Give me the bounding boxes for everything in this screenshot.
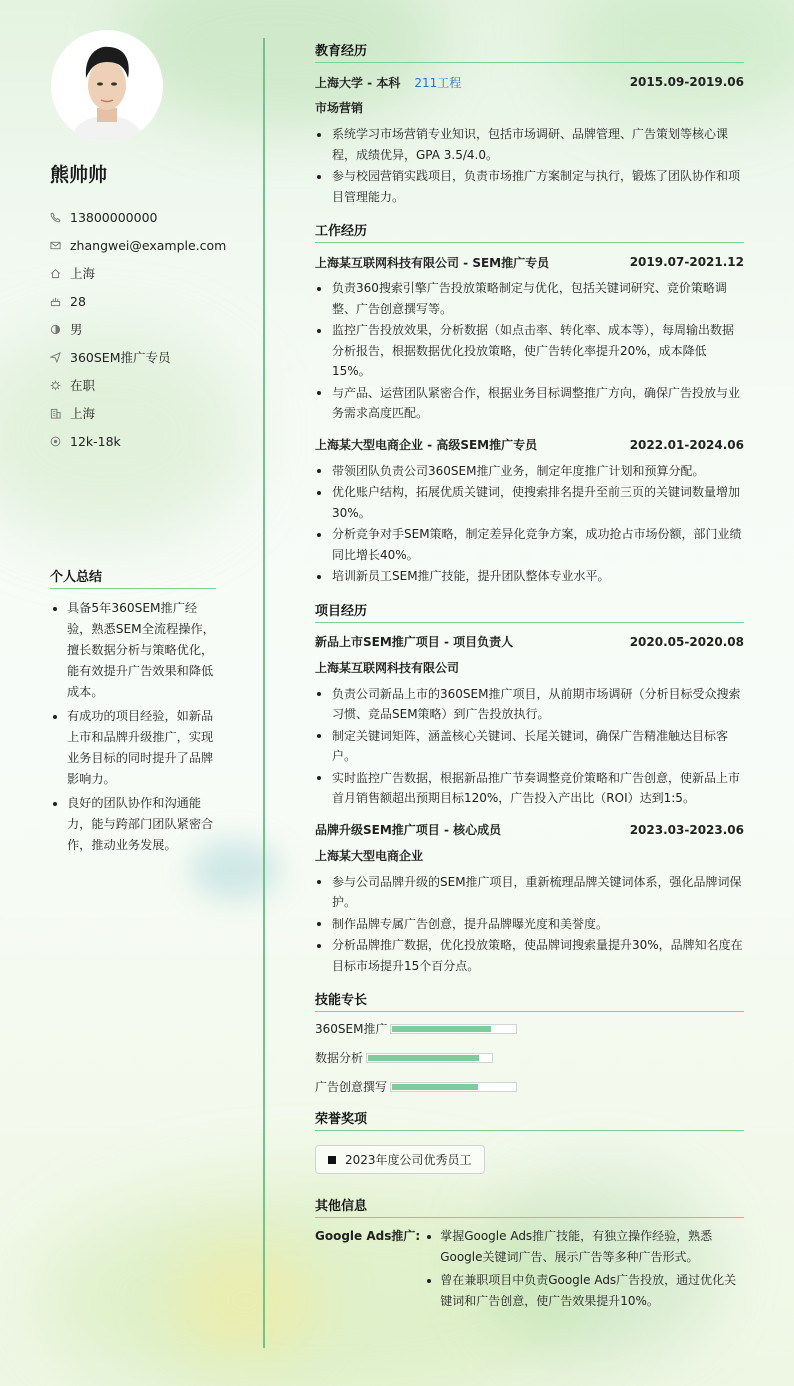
- section-title: 个人总结: [50, 566, 216, 589]
- skill-name: 数据分析: [315, 1051, 364, 1065]
- sidebar: [50, 30, 227, 455]
- other-section: [315, 1195, 744, 1314]
- list-item: 制作品牌专属广告创意，提升品牌曝光度和美誉度。: [315, 914, 744, 935]
- project-company: 上海某大型电商企业: [315, 848, 424, 863]
- date-range: 2015.09-2019.06: [629, 75, 744, 89]
- skills-section: [315, 989, 744, 1095]
- info-city: 上海: [50, 259, 218, 287]
- home-icon: [50, 268, 61, 279]
- section-title: 技能专长: [315, 989, 744, 1012]
- list-item: 监控广告投放效果，分析数据（如点击率、转化率、成本等），每周输出数据分析报告，根据数据优化投放策略，使广告转化率提升20%，成本降低15%。: [315, 320, 744, 382]
- section-title: 荣誉奖项: [315, 1108, 744, 1131]
- skill-bar: [390, 1024, 517, 1034]
- section-title: 其他信息: [315, 1195, 744, 1218]
- list-item: 有成功的项目经验，如新品上市和品牌升级推广，实现业务目标的同时提升了品牌影响力。: [50, 706, 216, 790]
- info-position: 360SEM推广专员: [50, 343, 218, 371]
- info-age: 28: [50, 287, 218, 315]
- phone-icon: [50, 212, 61, 223]
- list-item: 掌握Google Ads推广技能，有独立操作经验，熟悉Google关键词广告、展示广告等多种广告形式。: [423, 1226, 744, 1267]
- info-location: 上海: [50, 399, 218, 427]
- project-heading: 品牌升级SEM推广项目 - 核心成员: [315, 823, 502, 837]
- info-email: zhangwei@example.com: [50, 231, 218, 259]
- salary-icon: [50, 436, 61, 447]
- date-range: 2020.05-2020.08: [629, 634, 744, 649]
- section-title: 项目经历: [315, 600, 744, 623]
- list-item: 负责公司新品上市的360SEM推广项目，从前期市场调研（分析目标受众搜索习惯、竞品SEM策略）到广告投放执行。: [315, 684, 744, 725]
- section-title: 教育经历: [315, 40, 744, 63]
- building-icon: [50, 408, 61, 419]
- list-item: 培训新员工SEM推广技能，提升团队整体专业水平。: [315, 566, 744, 587]
- column-divider: [263, 38, 265, 1348]
- date-range: 2022.01-2024.06: [629, 437, 744, 452]
- skill-item: [315, 1020, 537, 1037]
- job-heading: 上海某大型电商企业 - 高级SEM推广专员: [315, 438, 538, 452]
- project-company: 上海某互联网科技有限公司: [315, 660, 460, 675]
- school-tag: 211工程: [414, 75, 462, 90]
- skill-item: [315, 1049, 537, 1066]
- project-heading: 新品上市SEM推广项目 - 项目负责人: [315, 635, 514, 649]
- section-title: 工作经历: [315, 220, 744, 243]
- skill-bar: [390, 1082, 517, 1092]
- contact-info-list: [50, 203, 227, 455]
- info-phone: 13800000000: [50, 203, 218, 231]
- skill-bar-fill: [392, 1084, 478, 1090]
- main-content: [315, 40, 744, 1327]
- list-item: 实时监控广告数据，根据新品推广节奏调整竞价策略和广告创意，使新品上市首月销售额超出预期目标120%，广告投入产出比（ROI）达到1:5。: [315, 768, 744, 809]
- list-item: 系统学习市场营销专业知识，包括市场调研、品牌管理、广告策划等核心课程，成绩优异，GPA 3.5/4.0。: [315, 124, 744, 165]
- skill-name: 广告创意撰写: [315, 1080, 388, 1094]
- list-item: 良好的团队协作和沟通能力，能与跨部门团队紧密合作，推动业务发展。: [50, 793, 216, 856]
- projects-section: [315, 600, 744, 977]
- list-item: 参与校园营销实践项目，负责市场推广方案制定与执行，锻炼了团队协作和项目管理能力。: [315, 166, 744, 207]
- list-item: 参与公司品牌升级的SEM推广项目，重新梳理品牌关键词体系，强化品牌词保护。: [315, 872, 744, 913]
- avatar: [51, 30, 163, 142]
- candidate-name: 熊帅帅: [50, 164, 108, 186]
- square-bullet-icon: [328, 1156, 336, 1164]
- date-range: 2023.03-2023.06: [629, 822, 744, 837]
- work-section: [315, 220, 744, 587]
- info-salary: 12k-18k: [50, 427, 218, 455]
- list-item: 负责360搜索引擎广告投放策略制定与优化，包括关键词研究、竞价策略调整、广告创意撰写等。: [315, 278, 744, 319]
- skill-bar-fill: [392, 1026, 490, 1032]
- list-item: 带领团队负责公司360SEM推广业务，制定年度推广计划和预算分配。: [315, 461, 744, 482]
- job-heading: 上海某互联网科技有限公司 - SEM推广专员: [315, 255, 550, 270]
- list-item: 与产品、运营团队紧密合作，根据业务目标调整推广方向，确保广告投放与业务需求高度匹配。: [315, 383, 744, 424]
- awards-section: [315, 1108, 744, 1182]
- award-badge: 2023年度公司优秀员工: [315, 1145, 485, 1174]
- list-item: 具备5年360SEM推广经验，熟悉SEM全流程操作，擅长数据分析与策略优化，能有效提升广告效果和降低成本。: [50, 598, 216, 703]
- skill-bar: [366, 1053, 493, 1063]
- skill-item: [315, 1078, 537, 1095]
- personal-summary: [50, 566, 216, 859]
- mail-icon: [50, 240, 61, 251]
- list-item: 优化账户结构，拓展优质关键词，使搜索排名提升至前三页的关键词数量增加30%。: [315, 482, 744, 523]
- major: 市场营销: [315, 101, 364, 115]
- list-item: 分析品牌推广数据，优化投放策略，使品牌词搜索量提升30%，品牌知名度在目标市场提升15个百分点。: [315, 935, 744, 976]
- info-gender: 男: [50, 315, 218, 343]
- skill-bar-fill: [368, 1055, 479, 1061]
- send-icon: [50, 352, 61, 363]
- list-item: 制定关键词矩阵，涵盖核心关键词、长尾关键词，确保广告精准触达目标客户。: [315, 726, 744, 767]
- date-range: 2019.07-2021.12: [629, 255, 744, 269]
- list-item: 曾在兼职项目中负责Google Ads广告投放，通过优化关键词和广告创意，使广告效果提升10%。: [423, 1270, 744, 1311]
- gender-icon: [50, 324, 61, 335]
- info-status: 在职: [50, 371, 218, 399]
- education-section: [315, 40, 744, 207]
- status-icon: [50, 380, 61, 391]
- skill-name: 360SEM推广: [315, 1022, 388, 1036]
- list-item: 分析竞争对手SEM策略，制定差异化竞争方案，成功抢占市场份额，部门业绩同比增长40%。: [315, 524, 744, 565]
- other-key: Google Ads推广:: [315, 1229, 421, 1243]
- cake-icon: [50, 296, 61, 307]
- school-name: 上海大学 - 本科: [315, 75, 401, 90]
